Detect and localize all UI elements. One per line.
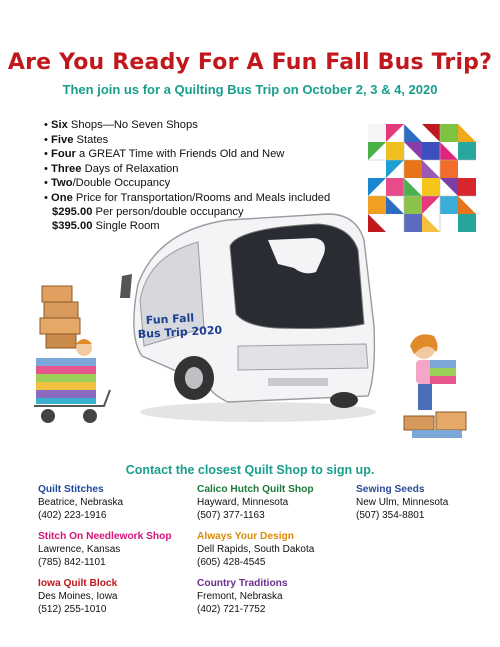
- shop-city: Fremont, Nebraska: [197, 591, 283, 603]
- contact-heading: Contact the closest Quilt Shop to sign up.: [125, 463, 375, 477]
- shop-city: Beatrice, Nebraska: [38, 497, 124, 509]
- feature-list: [44, 118, 330, 206]
- shop-phone: (507) 377-1163: [197, 510, 265, 522]
- feature-item: • Two/Double Occupancy: [44, 176, 330, 191]
- shop-name: Always Your Design: [197, 531, 294, 542]
- feature-item: • Six Shops—No Seven Shops: [44, 118, 330, 133]
- shop-card: [38, 530, 172, 570]
- price-single: $395.00 Single Room: [52, 220, 160, 232]
- price-double: $295.00 Per person/double occupancy: [52, 206, 244, 218]
- shop-phone: (512) 255-1010: [38, 604, 107, 616]
- shop-name: Iowa Quilt Block: [38, 578, 118, 589]
- shop-card: [356, 483, 448, 523]
- bus-label-line2: Bus Trip 2020: [137, 323, 223, 341]
- shop-phone: (507) 354-8801: [356, 510, 425, 522]
- shop-card: [38, 577, 117, 617]
- shop-city: New Ulm, Minnesota: [356, 497, 449, 509]
- shop-name: Quilt Stitches: [38, 484, 104, 495]
- shop-name: Stitch On Needlework Shop: [38, 531, 172, 542]
- shop-city: Lawrence, Kansas: [38, 544, 121, 556]
- girl-with-fabric-stack-illustration: [400, 330, 470, 440]
- shop-city: Hayward, Minnesota: [197, 497, 289, 509]
- feature-item: • Five States: [44, 133, 330, 148]
- shop-name: Calico Hutch Quilt Shop: [197, 484, 314, 495]
- star-quilt-block-icon: [368, 124, 476, 232]
- shop-name: Sewing Seeds: [356, 484, 425, 495]
- shop-phone: (402) 223-1916: [38, 510, 107, 522]
- shop-card: [197, 483, 314, 523]
- bus-label-line1: Fun Fall: [145, 311, 195, 327]
- shop-phone: (402) 721-7752: [197, 604, 266, 616]
- shop-card: [197, 530, 314, 570]
- trip-subtitle: Then join us for a Quilting Bus Trip on October 2, 3 & 4, 2020: [62, 82, 438, 97]
- shop-phone: (605) 428-4545: [197, 557, 266, 569]
- page-title: Are You Ready For A Fun Fall Bus Trip?: [7, 50, 493, 75]
- feature-item: • Three Days of Relaxation: [44, 162, 330, 177]
- shop-card: [197, 577, 288, 617]
- shop-phone: (785) 842-1101: [38, 557, 106, 569]
- feature-item: • Four a GREAT Time with Friends Old and New: [44, 147, 330, 162]
- shop-city: Des Moines, Iowa: [38, 591, 118, 603]
- feature-item: • One Price for Transportation/Rooms and Meals included: [44, 191, 330, 206]
- shop-city: Dell Rapids, South Dakota: [197, 544, 315, 556]
- shop-name: Country Traditions: [197, 578, 288, 589]
- tour-bus-illustration: [118, 206, 383, 426]
- shop-card: [38, 483, 123, 523]
- girl-with-fabric-cart-illustration: [34, 278, 116, 428]
